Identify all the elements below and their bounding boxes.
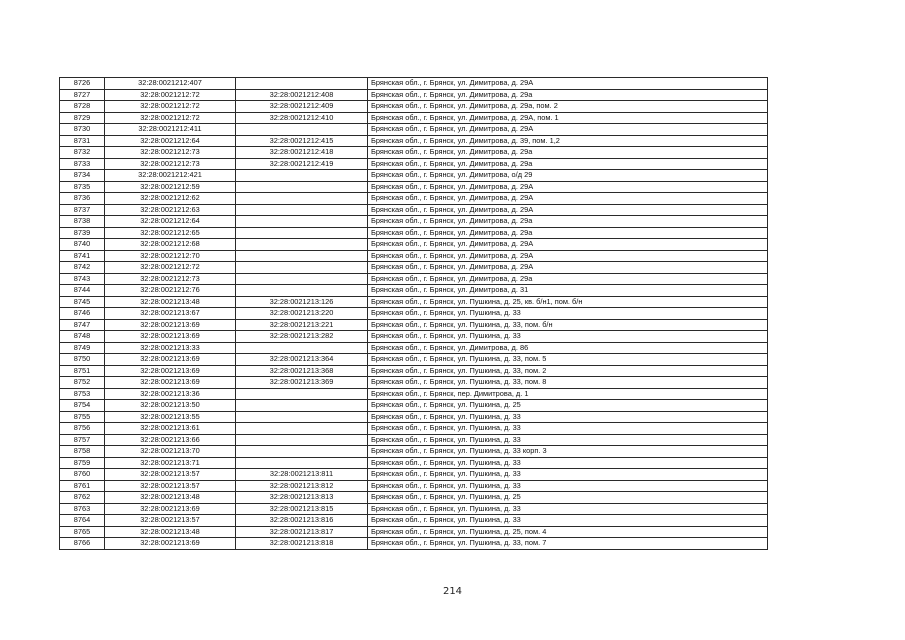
table-row	[60, 181, 768, 193]
address-cell: Брянская обл., г. Брянск, ул. Димитрова, д. 29А	[368, 78, 768, 90]
related-cadastral-number-cell: 32:28:0021213:818	[236, 538, 368, 550]
row-number-cell: 8726	[60, 78, 105, 90]
row-number-cell: 8735	[60, 181, 105, 193]
cadastral-number-cell: 32:28:0021212:59	[105, 181, 236, 193]
cadastral-number-cell: 32:28:0021212:73	[105, 147, 236, 159]
related-cadastral-number-cell	[236, 124, 368, 136]
table-row	[60, 457, 768, 469]
address-cell: Брянская обл., г. Брянск, ул. Димитрова, д. 29а	[368, 89, 768, 101]
table-row	[60, 204, 768, 216]
address-cell: Брянская обл., г. Брянск, ул. Пушкина, д. 25, пом. 4	[368, 526, 768, 538]
row-number-cell: 8760	[60, 469, 105, 481]
related-cadastral-number-cell: 32:28:0021213:126	[236, 296, 368, 308]
cadastral-number-cell: 32:28:0021212:411	[105, 124, 236, 136]
cadastral-number-cell: 32:28:0021212:73	[105, 158, 236, 170]
cadastral-number-cell: 32:28:0021213:69	[105, 503, 236, 515]
table-row	[60, 78, 768, 90]
related-cadastral-number-cell: 32:28:0021213:813	[236, 492, 368, 504]
cadastral-number-cell: 32:28:0021213:48	[105, 492, 236, 504]
row-number-cell: 8749	[60, 342, 105, 354]
address-cell: Брянская обл., г. Брянск, ул. Пушкина, д. 33 корп. 3	[368, 446, 768, 458]
row-number-cell: 8751	[60, 365, 105, 377]
related-cadastral-number-cell	[236, 204, 368, 216]
row-number-cell: 8743	[60, 273, 105, 285]
row-number-cell: 8736	[60, 193, 105, 205]
related-cadastral-number-cell: 32:28:0021213:364	[236, 354, 368, 366]
cadastral-number-cell: 32:28:0021212:68	[105, 239, 236, 251]
address-cell: Брянская обл., г. Брянск, ул. Пушкина, д. 33, пом. 8	[368, 377, 768, 389]
related-cadastral-number-cell: 32:28:0021213:368	[236, 365, 368, 377]
cadastral-number-cell: 32:28:0021213:67	[105, 308, 236, 320]
address-cell: Брянская обл., г. Брянск, ул. Пушкина, д. 33	[368, 480, 768, 492]
related-cadastral-number-cell	[236, 423, 368, 435]
address-cell: Брянская обл., г. Брянск, ул. Пушкина, д. 33	[368, 503, 768, 515]
related-cadastral-number-cell: 32:28:0021212:415	[236, 135, 368, 147]
related-cadastral-number-cell	[236, 446, 368, 458]
row-number-cell: 8733	[60, 158, 105, 170]
related-cadastral-number-cell: 32:28:0021213:369	[236, 377, 368, 389]
related-cadastral-number-cell: 32:28:0021213:816	[236, 515, 368, 527]
cadastral-number-cell: 32:28:0021212:64	[105, 135, 236, 147]
table-row	[60, 262, 768, 274]
address-cell: Брянская обл., г. Брянск, ул. Димитрова, д. 29А	[368, 181, 768, 193]
table-row	[60, 296, 768, 308]
cadastral-number-cell: 32:28:0021213:69	[105, 538, 236, 550]
cadastral-number-cell: 32:28:0021213:69	[105, 354, 236, 366]
row-number-cell: 8737	[60, 204, 105, 216]
cadastral-number-cell: 32:28:0021213:61	[105, 423, 236, 435]
cadastral-number-cell: 32:28:0021213:55	[105, 411, 236, 423]
table-row	[60, 101, 768, 113]
related-cadastral-number-cell	[236, 411, 368, 423]
related-cadastral-number-cell: 32:28:0021212:410	[236, 112, 368, 124]
related-cadastral-number-cell	[236, 262, 368, 274]
row-number-cell: 8744	[60, 285, 105, 297]
related-cadastral-number-cell: 32:28:0021213:815	[236, 503, 368, 515]
cadastral-number-cell: 32:28:0021213:66	[105, 434, 236, 446]
table-row	[60, 411, 768, 423]
table-row	[60, 331, 768, 343]
table-row	[60, 526, 768, 538]
related-cadastral-number-cell: 32:28:0021213:812	[236, 480, 368, 492]
cadastral-number-cell: 32:28:0021212:72	[105, 89, 236, 101]
table-row	[60, 239, 768, 251]
table-row	[60, 112, 768, 124]
cadastral-number-cell: 32:28:0021213:48	[105, 296, 236, 308]
address-cell: Брянская обл., г. Брянск, ул. Пушкина, д. 25	[368, 400, 768, 412]
address-cell: Брянская обл., г. Брянск, ул. Димитрова, д. 29А	[368, 204, 768, 216]
table-row	[60, 423, 768, 435]
row-number-cell: 8752	[60, 377, 105, 389]
row-number-cell: 8728	[60, 101, 105, 113]
related-cadastral-number-cell: 32:28:0021212:408	[236, 89, 368, 101]
row-number-cell: 8747	[60, 319, 105, 331]
row-number-cell: 8755	[60, 411, 105, 423]
address-cell: Брянская обл., г. Брянск, ул. Димитрова, о/д 29	[368, 170, 768, 182]
table-row	[60, 365, 768, 377]
table-row	[60, 480, 768, 492]
related-cadastral-number-cell: 32:28:0021212:419	[236, 158, 368, 170]
address-cell: Брянская обл., г. Брянск, ул. Пушкина, д. 33, пом. б/н	[368, 319, 768, 331]
address-cell: Брянская обл., г. Брянск, ул. Пушкина, д. 33, пом. 7	[368, 538, 768, 550]
table-row	[60, 285, 768, 297]
row-number-cell: 8739	[60, 227, 105, 239]
related-cadastral-number-cell	[236, 285, 368, 297]
row-number-cell: 8763	[60, 503, 105, 515]
address-cell: Брянская обл., г. Брянск, ул. Димитрова, д. 29А	[368, 124, 768, 136]
related-cadastral-number-cell: 32:28:0021213:811	[236, 469, 368, 481]
address-cell: Брянская обл., г. Брянск, ул. Пушкина, д. 33	[368, 469, 768, 481]
related-cadastral-number-cell: 32:28:0021213:220	[236, 308, 368, 320]
cadastral-number-cell: 32:28:0021212:73	[105, 273, 236, 285]
row-number-cell: 8748	[60, 331, 105, 343]
row-number-cell: 8750	[60, 354, 105, 366]
row-number-cell: 8732	[60, 147, 105, 159]
table-row	[60, 227, 768, 239]
row-number-cell: 8740	[60, 239, 105, 251]
cadastral-number-cell: 32:28:0021213:50	[105, 400, 236, 412]
table-row	[60, 170, 768, 182]
address-cell: Брянская обл., г. Брянск, ул. Пушкина, д. 33, пом. 2	[368, 365, 768, 377]
row-number-cell: 8746	[60, 308, 105, 320]
cadastral-number-cell: 32:28:0021212:72	[105, 262, 236, 274]
address-cell: Брянская обл., г. Брянск, ул. Димитрова, д. 29а	[368, 227, 768, 239]
related-cadastral-number-cell	[236, 239, 368, 251]
related-cadastral-number-cell: 32:28:0021212:409	[236, 101, 368, 113]
address-cell: Брянская обл., г. Брянск, ул. Димитрова, д. 29а	[368, 273, 768, 285]
row-number-cell: 8756	[60, 423, 105, 435]
address-cell: Брянская обл., г. Брянск, ул. Димитрова, д. 31	[368, 285, 768, 297]
address-cell: Брянская обл., г. Брянск, ул. Пушкина, д. 33	[368, 515, 768, 527]
cadastral-table	[59, 77, 768, 550]
cadastral-number-cell: 32:28:0021212:72	[105, 101, 236, 113]
table-row	[60, 515, 768, 527]
cadastral-number-cell: 32:28:0021213:69	[105, 377, 236, 389]
related-cadastral-number-cell	[236, 273, 368, 285]
address-cell: Брянская обл., г. Брянск, ул. Пушкина, д. 33, пом. 5	[368, 354, 768, 366]
related-cadastral-number-cell	[236, 250, 368, 262]
row-number-cell: 8734	[60, 170, 105, 182]
cadastral-number-cell: 32:28:0021212:72	[105, 112, 236, 124]
table-row	[60, 216, 768, 228]
page-number: 214	[442, 586, 463, 597]
cadastral-number-cell: 32:28:0021212:76	[105, 285, 236, 297]
cadastral-number-cell: 32:28:0021212:63	[105, 204, 236, 216]
cadastral-number-cell: 32:28:0021213:33	[105, 342, 236, 354]
address-cell: Брянская обл., г. Брянск, ул. Пушкина, д. 33	[368, 411, 768, 423]
row-number-cell: 8727	[60, 89, 105, 101]
row-number-cell: 8742	[60, 262, 105, 274]
related-cadastral-number-cell	[236, 434, 368, 446]
related-cadastral-number-cell	[236, 181, 368, 193]
table-row	[60, 446, 768, 458]
row-number-cell: 8738	[60, 216, 105, 228]
table-row	[60, 377, 768, 389]
address-cell: Брянская обл., г. Брянск, ул. Пушкина, д. 25, кв. б/н1, пом. б/н	[368, 296, 768, 308]
table-row	[60, 273, 768, 285]
table-row	[60, 342, 768, 354]
related-cadastral-number-cell	[236, 388, 368, 400]
table-row	[60, 250, 768, 262]
table-row	[60, 354, 768, 366]
cadastral-number-cell: 32:28:0021213:70	[105, 446, 236, 458]
table-row	[60, 503, 768, 515]
address-cell: Брянская обл., г. Брянск, ул. Димитрова, д. 29А	[368, 262, 768, 274]
row-number-cell: 8731	[60, 135, 105, 147]
row-number-cell: 8741	[60, 250, 105, 262]
cadastral-number-cell: 32:28:0021213:69	[105, 365, 236, 377]
cadastral-number-cell: 32:28:0021212:421	[105, 170, 236, 182]
address-cell: Брянская обл., г. Брянск, ул. Пушкина, д. 33	[368, 423, 768, 435]
address-cell: Брянская обл., г. Брянск, ул. Пушкина, д. 33	[368, 331, 768, 343]
row-number-cell: 8758	[60, 446, 105, 458]
related-cadastral-number-cell	[236, 227, 368, 239]
cadastral-number-cell: 32:28:0021212:70	[105, 250, 236, 262]
table-row	[60, 135, 768, 147]
row-number-cell: 8761	[60, 480, 105, 492]
address-cell: Брянская обл., г. Брянск, ул. Димитрова, д. 29а, пом. 2	[368, 101, 768, 113]
table-row	[60, 147, 768, 159]
related-cadastral-number-cell	[236, 400, 368, 412]
related-cadastral-number-cell	[236, 216, 368, 228]
cadastral-number-cell: 32:28:0021213:69	[105, 319, 236, 331]
table-body	[60, 78, 768, 550]
table-row	[60, 434, 768, 446]
address-cell: Брянская обл., г. Брянск, ул. Димитрова, д. 39, пом. 1,2	[368, 135, 768, 147]
table-row	[60, 158, 768, 170]
row-number-cell: 8765	[60, 526, 105, 538]
address-cell: Брянская обл., г. Брянск, ул. Пушкина, д. 33	[368, 308, 768, 320]
cadastral-number-cell: 32:28:0021213:48	[105, 526, 236, 538]
row-number-cell: 8762	[60, 492, 105, 504]
cadastral-number-cell: 32:28:0021213:36	[105, 388, 236, 400]
table-row	[60, 388, 768, 400]
table-row	[60, 89, 768, 101]
table-row	[60, 538, 768, 550]
related-cadastral-number-cell	[236, 342, 368, 354]
row-number-cell: 8753	[60, 388, 105, 400]
cadastral-number-cell: 32:28:0021212:65	[105, 227, 236, 239]
row-number-cell: 8729	[60, 112, 105, 124]
row-number-cell: 8730	[60, 124, 105, 136]
row-number-cell: 8766	[60, 538, 105, 550]
row-number-cell: 8759	[60, 457, 105, 469]
related-cadastral-number-cell	[236, 193, 368, 205]
table-row	[60, 193, 768, 205]
related-cadastral-number-cell: 32:28:0021212:418	[236, 147, 368, 159]
row-number-cell: 8757	[60, 434, 105, 446]
related-cadastral-number-cell: 32:28:0021213:817	[236, 526, 368, 538]
cadastral-number-cell: 32:28:0021213:69	[105, 331, 236, 343]
address-cell: Брянская обл., г. Брянск, ул. Димитрова, д. 29а	[368, 216, 768, 228]
cadastral-number-cell: 32:28:0021213:57	[105, 515, 236, 527]
cadastral-number-cell: 32:28:0021213:57	[105, 480, 236, 492]
table-row	[60, 319, 768, 331]
cadastral-number-cell: 32:28:0021212:407	[105, 78, 236, 90]
table-row	[60, 124, 768, 136]
address-cell: Брянская обл., г. Брянск, ул. Димитрова, д. 29А	[368, 239, 768, 251]
cadastral-number-cell: 32:28:0021212:62	[105, 193, 236, 205]
related-cadastral-number-cell	[236, 457, 368, 469]
address-cell: Брянская обл., г. Брянск, ул. Димитрова, д. 86	[368, 342, 768, 354]
address-cell: Брянская обл., г. Брянск, ул. Пушкина, д. 33	[368, 457, 768, 469]
address-cell: Брянская обл., г. Брянск, ул. Димитрова, д. 29а	[368, 158, 768, 170]
address-cell: Брянская обл., г. Брянск, ул. Пушкина, д. 33	[368, 434, 768, 446]
address-cell: Брянская обл., г. Брянск, ул. Димитрова, д. 29А, пом. 1	[368, 112, 768, 124]
table-row	[60, 492, 768, 504]
table-row	[60, 400, 768, 412]
row-number-cell: 8764	[60, 515, 105, 527]
address-cell: Брянская обл., г. Брянск, ул. Димитрова, д. 29А	[368, 193, 768, 205]
cadastral-number-cell: 32:28:0021213:71	[105, 457, 236, 469]
related-cadastral-number-cell	[236, 78, 368, 90]
cadastral-number-cell: 32:28:0021213:57	[105, 469, 236, 481]
related-cadastral-number-cell: 32:28:0021213:221	[236, 319, 368, 331]
related-cadastral-number-cell: 32:28:0021213:282	[236, 331, 368, 343]
related-cadastral-number-cell	[236, 170, 368, 182]
table-row	[60, 469, 768, 481]
table-row	[60, 308, 768, 320]
address-cell: Брянская обл., г. Брянск, ул. Димитрова, д. 29А	[368, 250, 768, 262]
address-cell: Брянская обл., г. Брянск, ул. Пушкина, д. 25	[368, 492, 768, 504]
row-number-cell: 8745	[60, 296, 105, 308]
address-cell: Брянская обл., г. Брянск, пер. Димитрова, д. 1	[368, 388, 768, 400]
row-number-cell: 8754	[60, 400, 105, 412]
address-cell: Брянская обл., г. Брянск, ул. Димитрова, д. 29а	[368, 147, 768, 159]
cadastral-number-cell: 32:28:0021212:64	[105, 216, 236, 228]
